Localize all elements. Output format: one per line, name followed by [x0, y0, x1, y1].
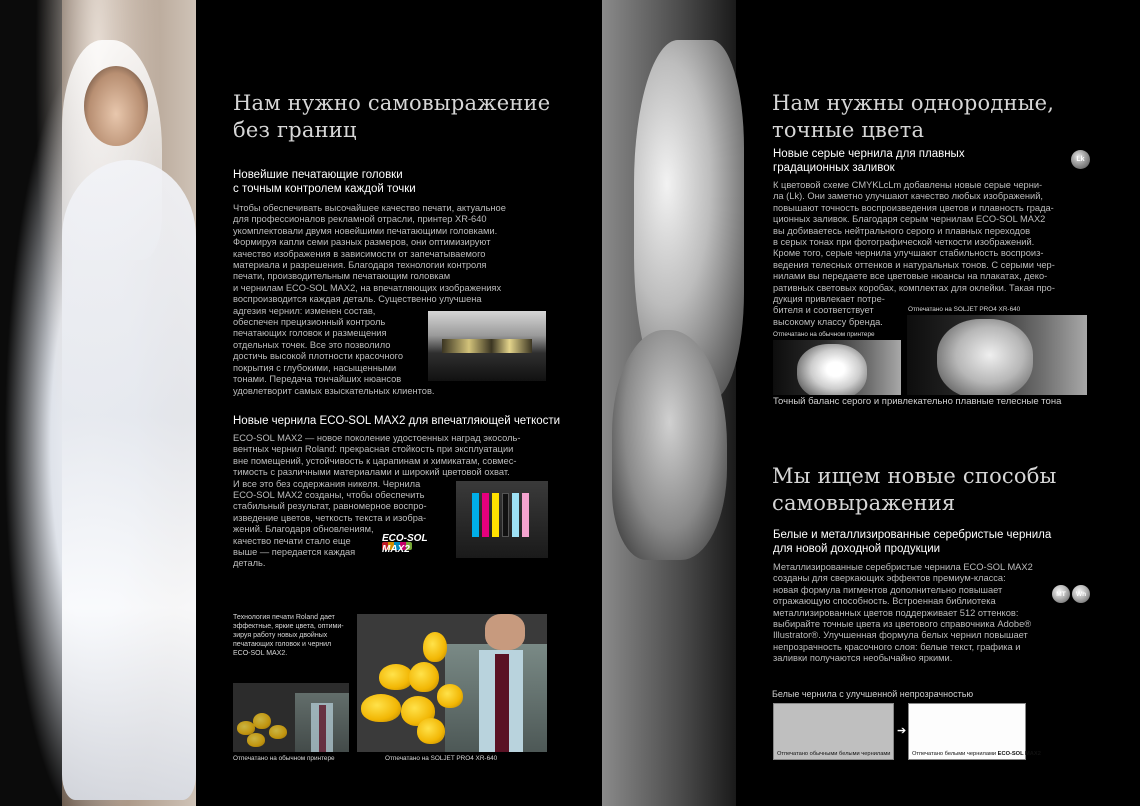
body-line: в серых тонах при фотографической четкости изображений.	[773, 237, 1035, 248]
body-line: тонами. Передача тончайших нюансов	[233, 374, 402, 385]
bride-dress	[62, 160, 196, 800]
body-line: вы добиваетесь нейтрального серого и плавных переходов	[773, 225, 1031, 236]
body-line: деталь.	[233, 558, 266, 569]
body-line: выбирайте точные цвета из цветового справочника Adobe®	[773, 619, 1032, 630]
white-metallic-body	[773, 562, 1033, 665]
body-line: отдельных точек. Все это позволило	[233, 339, 391, 350]
white-sample-ordinary	[773, 703, 894, 760]
tulip	[247, 733, 265, 747]
bride-head	[84, 66, 148, 146]
tech-note	[233, 613, 344, 658]
right-title1-line-1: Нам нужны однородные,	[772, 91, 1055, 115]
body-line: металлизированных цветов поддерживает 512 оттенков:	[773, 607, 1019, 618]
white-metallic-heading-line-2: для новой доходной продукции	[773, 543, 941, 555]
tech-note-line: эффектные, яркие цвета, оптими-	[233, 623, 344, 630]
body-line: тимость с различными материалами и широкий цветовой охват.	[233, 467, 510, 478]
black-cartridge	[502, 493, 509, 537]
body-line: дукция привлекает потре-	[773, 294, 885, 305]
body-line: бителя и соответствует	[773, 305, 874, 316]
white-sample-ecosol-caption	[912, 751, 1041, 757]
body-line: для профессионалов рекламной отрасли, принтер XR-640	[233, 214, 487, 225]
body-line: и чернилам ECO-SOL MAX2, на впечатляющих изображениях	[233, 282, 502, 293]
body-line: вентных чернил Roland: прекрасная стойкость при эксплуатации	[233, 444, 514, 455]
tech-note-line: зируя работу новых двойных	[233, 632, 328, 639]
body-line: качество изображения в зависимости от запечатываемого	[233, 248, 486, 259]
body-line: Формируя капли семи разных размеров, они оптимизируют	[233, 237, 491, 248]
tulip	[437, 684, 463, 708]
tulip-photo-soljet	[357, 614, 547, 752]
right-title1-line-2: точные цвета	[772, 118, 925, 142]
body-line: отражающую способность. Встроенная библиотека	[773, 596, 996, 607]
body-line: печати, производительным печатающим головкам	[233, 271, 451, 282]
body-line: повышают точность воспроизведения цветов и плавность града-	[773, 202, 1054, 213]
lk-badge-label: Lk	[1076, 156, 1085, 163]
left-title-line-2: без границ	[233, 118, 357, 142]
body-line: ционных заливок. Благодаря серым чернилам ECO-SOL MAX2	[773, 214, 1046, 225]
body-line: ративных световых коробах, комплектах для оклейки. Такая про-	[773, 282, 1055, 293]
caption-ordinary-gray: Отпечатано на обычном принтере	[773, 331, 875, 338]
body-line: достичь высокой плотности красочного	[233, 351, 404, 362]
body-line: изведение цветов, четкость текста и изобра-	[233, 512, 427, 523]
body-line: Кроме того, серые чернила улучшают стабильность воспроиз-	[773, 248, 1044, 259]
gray-ink-heading-line-1: Новые серые чернила для плавных	[773, 148, 965, 160]
body-line: жений. Благодаря обновлениям,	[233, 524, 374, 535]
wh-badge-label: Wh	[1075, 590, 1087, 598]
ecosol-heading: Новые чернила ECO-SOL MAX2 для впечатляющей четкости	[233, 415, 561, 427]
ecosol-max2-logo	[382, 534, 448, 554]
gray-ink-heading-line-2: градационных заливок	[773, 162, 895, 174]
tie	[319, 705, 326, 752]
printhead-photo	[428, 311, 546, 381]
body-line: заливки получаются необычайно яркими.	[773, 653, 953, 664]
hand	[612, 330, 727, 560]
mt-badge-label: MT	[1056, 590, 1066, 598]
body-line: непрозрачность красочного слоя: белые текст, графика и	[773, 641, 1021, 652]
right-page-title-2	[772, 463, 1057, 517]
body-line: новая формула пигментов дополнительно повышает	[773, 584, 1003, 595]
white-sample-ecosol-caption-prefix: Отпечатано белыми чернилами	[912, 751, 998, 757]
gray-ink-heading	[773, 147, 965, 175]
gray-balance-caption: Точный баланс серого и привлекательно плавные телесные тона	[773, 396, 1062, 407]
body-line: ла (Lk). Они заметно улучшают качество любых изображений,	[773, 191, 1043, 202]
tulip	[269, 725, 287, 739]
tech-note-line: ECO-SOL MAX2.	[233, 650, 288, 657]
magenta-cartridge	[482, 493, 489, 537]
light-magenta-cartridge	[522, 493, 529, 537]
tulip	[361, 694, 401, 722]
tulip	[417, 718, 445, 744]
face	[485, 614, 525, 650]
arrow-right-icon: ➔	[897, 725, 907, 737]
bw-portrait-soljet	[907, 315, 1087, 395]
portrait-head	[937, 319, 1033, 395]
caption-soljet-gray: Отпечатано на SOLJET PRO4 XR-640	[908, 306, 1021, 313]
white-metallic-heading	[773, 528, 1051, 556]
body-line: нилами вы передаете все цветовые нюансы на плакатах, деко-	[773, 271, 1048, 282]
portrait-head	[797, 344, 867, 395]
ecosol-logo-text: ECO-SOL MAX2	[382, 533, 428, 555]
tulip	[253, 713, 271, 729]
body-line: вне помещений, устойчивость к царапинам и химикатам, совмес-	[233, 455, 517, 466]
tech-note-line: Технология печати Roland дает	[233, 614, 335, 621]
yellow-cartridge	[492, 493, 499, 537]
body-line: материала и разрешения. Благодаря технологии контроля	[233, 260, 487, 271]
body-line: ECO-SOL MAX2 — новое поколение удостоенных наград экосоль-	[233, 433, 521, 443]
printhead-heading-line-2: с точным контролем каждой точки	[233, 183, 416, 195]
white-ink-icon	[1072, 585, 1090, 603]
lk-ink-icon	[1071, 150, 1090, 169]
caption-soljet-printer: Отпечатано на SOLJET PRO4 XR-640	[385, 755, 498, 762]
body-line: воспроизводится каждая деталь. Существенно улучшена	[233, 294, 482, 305]
body-line: стабильный результат, равномерное воспро-	[233, 501, 427, 512]
body-line: Illustrator®. Улучшенная формула белых чернил повышает	[773, 630, 1028, 641]
metallic-ink-icon	[1052, 585, 1070, 603]
white-sample-ecosol	[908, 703, 1041, 760]
bw-portrait-ordinary	[773, 340, 901, 395]
body-line: ведения телесных оттенков и натуральных тонов. С серыми чер-	[773, 259, 1055, 270]
body-line: ECO-SOL MAX2 созданы, чтобы обеспечить	[233, 490, 425, 501]
left-title-line-1: Нам нужно самовыражение	[233, 91, 551, 115]
tulip	[409, 662, 439, 692]
tie	[495, 654, 509, 752]
body-line: покрытия с глубокими, насыщенными	[233, 362, 397, 373]
body-line: удовлетворит самых взыскательных клиентов.	[233, 385, 435, 396]
tulip-photo-ordinary	[233, 683, 349, 752]
white-metallic-heading-line-1: Белые и металлизированные серебристые чернила	[773, 529, 1052, 541]
body-line: качество печати стало еще	[233, 535, 351, 546]
body-line: адгезия чернил: изменен состав,	[233, 305, 376, 316]
white-ink-label: Белые чернила с улучшенной непрозрачностью	[772, 689, 974, 699]
tech-note-line: печатающих головок и чернил	[233, 641, 332, 648]
left-page-title	[233, 90, 550, 144]
body-line: выше — передается каждая	[233, 547, 356, 558]
body-line: высокому классу бренда.	[773, 316, 883, 327]
body-line: И все это без содержания никеля. Чернила	[233, 478, 421, 489]
cyan-cartridge	[472, 493, 479, 537]
light-cyan-cartridge	[512, 493, 519, 537]
caption-ordinary-printer: Отпечатано на обычном принтере	[233, 755, 335, 762]
tulip	[423, 632, 447, 662]
body-line: К цветовой схеме CMYKLcLm добавлены новые серые черни-	[773, 180, 1043, 190]
right-title2-line-1: Мы ищем новые способы	[772, 464, 1057, 488]
white-sample-ordinary-caption: Отпечатано обычными белыми чернилами	[777, 751, 891, 757]
body-line: укомплектовали двумя новейшими печатающими головками.	[233, 225, 498, 236]
woman-face-photo	[602, 0, 736, 806]
body-line: печатающих головок и размещения	[233, 328, 387, 339]
right-page-title-1	[772, 90, 1054, 144]
printhead-heading	[233, 168, 416, 196]
body-line: Чтобы обеспечивать высочайшее качество печати, актуальное	[233, 203, 506, 213]
body-line: обеспечен прецизионный контроль	[233, 317, 386, 328]
body-line: созданы для сверкающих эффектов премиум-класса:	[773, 573, 1006, 584]
white-sample-ecosol-caption-brand: ECO-SOL MAX2	[997, 751, 1041, 757]
right-title2-line-2: самовыражения	[772, 491, 956, 515]
printhead-heading-line-1: Новейшие печатающие головки	[233, 169, 403, 181]
tulip	[379, 664, 413, 690]
body-line: Металлизированные серебристые чернила ECO-SOL MAX2	[773, 562, 1033, 572]
ink-cartridges-photo	[456, 481, 548, 558]
